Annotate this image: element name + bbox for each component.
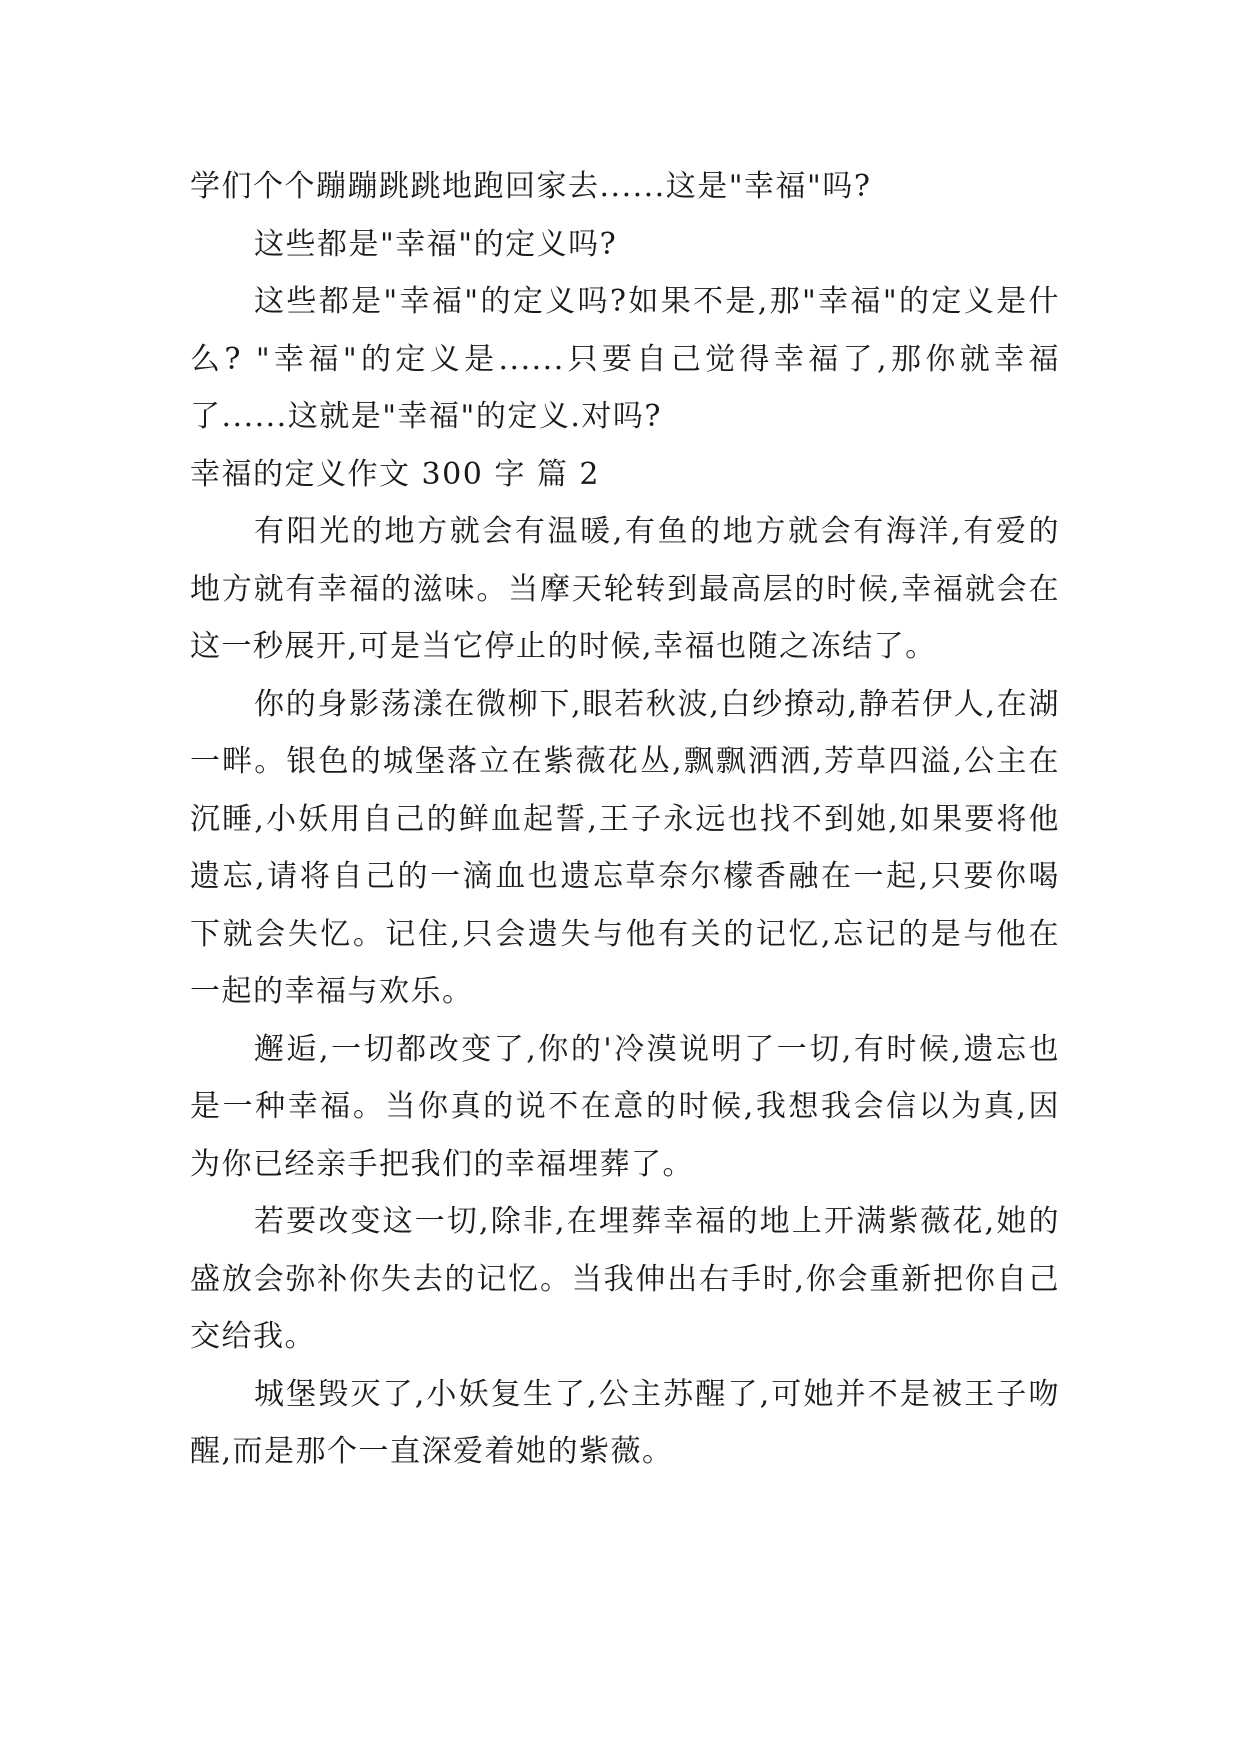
paragraph: 有阳光的地方就会有温暖,有鱼的地方就会有海洋,有爱的地方就有幸福的滋味。当摩天轮转到最高层的时候,幸福就会在这一秒展开,可是当它停止的时候,幸福也随之冻结了。 bbox=[190, 514, 1060, 664]
paragraph: 学们个个蹦蹦跳跳地跑回家去......这是"幸福"吗? bbox=[190, 169, 872, 204]
paragraph: 若要改变这一切,除非,在埋葬幸福的地上开满紫薇花,她的盛放会弥补你失去的记忆。当我伸出右手时,你会重新把你自己交给我。 bbox=[190, 1204, 1060, 1354]
section-title: 幸福的定义作文 300 字 篇 2 bbox=[190, 456, 600, 492]
paragraph: 这些都是"幸福"的定义吗?如果不是,那"幸福"的定义是什么? "幸福"的定义是......只要自己觉得幸福了,那你就幸福了......这就是"幸福"的定义.对吗? bbox=[190, 284, 1060, 434]
document-body bbox=[190, 158, 1060, 1481]
paragraph: 邂逅,一切都改变了,你的'冷漠说明了一切,有时候,遗忘也是一种幸福。当你真的说不在意的时候,我想我会信以为真,因为你已经亲手把我们的幸福埋葬了。 bbox=[190, 1031, 1060, 1182]
paragraph: 城堡毁灭了,小妖复生了,公主苏醒了,可她并不是被王子吻醒,而是那个一直深爱着她的紫薇。 bbox=[190, 1376, 1060, 1469]
paragraph: 这些都是"幸福"的定义吗? bbox=[254, 226, 618, 262]
paragraph: 你的身影荡漾在微柳下,眼若秋波,白纱撩动,静若伊人,在湖一畔。银色的城堡落立在紫薇花丛,飘飘洒洒,芳草四溢,公主在沉睡,小妖用自己的鲜血起誓,王子永远也找不到她,如果要将他遗忘,请将自己的一滴血也遗忘草奈尔檬香融在一起,只要你喝下就会失忆。记住,只会遗失与他有关的记忆,忘记的是与他在一起的幸福与欢乐。 bbox=[190, 686, 1060, 1009]
